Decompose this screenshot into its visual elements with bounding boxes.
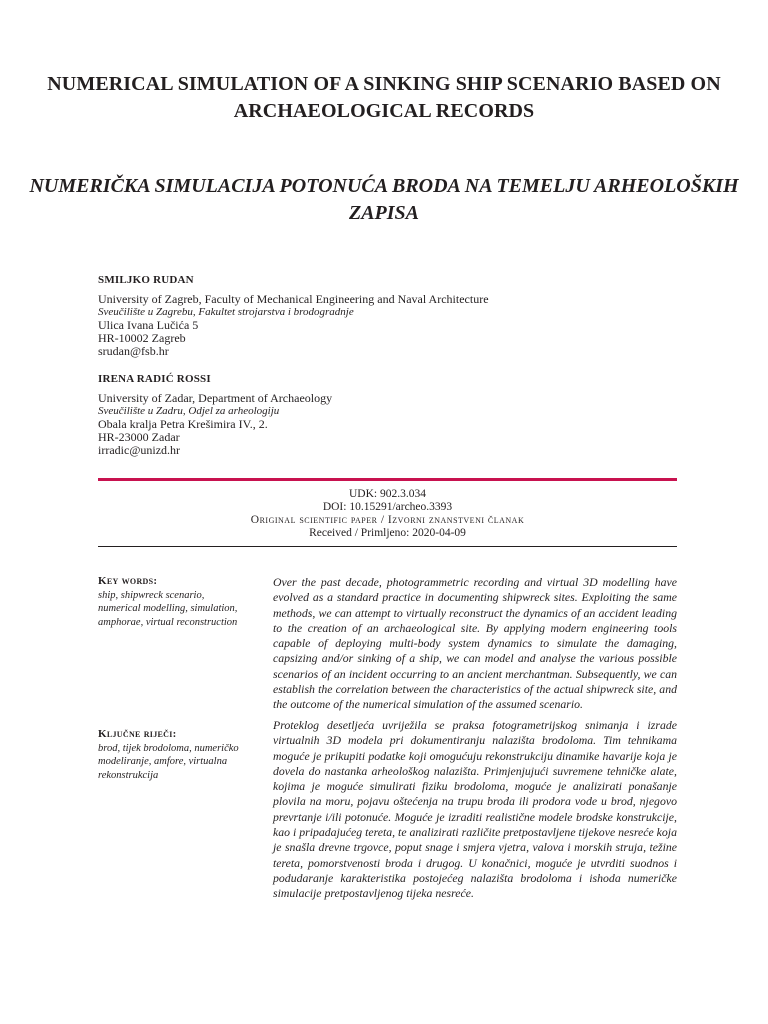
keywords-english <box>98 575 248 629</box>
paper-type: Original scientific paper / Izvorni znanstveni članak <box>250 514 525 526</box>
author-block-2 <box>98 373 718 457</box>
author-name: SMILJKO RUDAN <box>98 274 194 286</box>
divider-red <box>98 478 677 481</box>
author-email[interactable]: srudan@fsb.hr <box>98 344 169 358</box>
keywords-heading: Ključne riječi: <box>98 728 177 740</box>
article-metadata <box>98 488 677 540</box>
abstract-croatian: Proteklog desetljeća uvriježila se praksa fotogrametrijskog snimanja i izrade virtualnih 3D modela pri dokumentiranju nalazišta brodoloma. Tim tehnikama moguće je prikupiti podatke koji omogućuju rekonstrukciju dinamike havarije koja je dovela do nastanka arheološkog nalazišta. Primjenjujući suvremene tehničke alate, kojima je moguće simulirati fiziku brodoloma, moguće je analizirati ponašanje plovila na moru, pojavu oštećenja na trupu broda ili prodora vode u brod, njegovo prevrtanje i/ili potonuće. Moguće je izraditi realistične modele brodske konstrukcije, kao i pripadajućeg tereta, te analizirati različite pretpostavljene tijekove nesreće koja je snašla drevne trgovce, poput snage i smjera vjetra, valova i morskih struja, težine tereta, pomorstvenosti broda i drugog. U konačnici, moguće je utvrditi suodnos i podudaranje karakteristika postojećeg nalazišta brodoloma i ishoda numeričke simulacije pretpostavljenog tijeka nesreće. <box>273 718 677 901</box>
author-affiliation: University of Zagreb, Faculty of Mechanical Engineering and Naval Architecture <box>98 292 489 306</box>
divider-black <box>98 546 677 547</box>
keywords-list: brod, tijek brodoloma, numeričko modeliranje, amfore, virtualna rekonstrukcija <box>98 742 239 781</box>
author-block-1 <box>98 274 718 358</box>
author-affiliation-hr: Sveučilište u Zagrebu, Fakultet strojarstva i brodogradnje <box>98 306 354 318</box>
author-affiliation: University of Zadar, Department of Archaeology <box>98 391 333 405</box>
received-date: Received / Primljeno: 2020-04-09 <box>309 527 466 539</box>
keywords-list: ship, shipwreck scenario, numerical modelling, simulation, amphorae, virtual reconstruction <box>98 589 238 628</box>
title-croatian: NUMERIČKA SIMULACIJA POTONUĆA BRODA NA TEMELJU ARHEOLOŠKIH ZAPISA <box>29 175 739 224</box>
author-name: IRENA RADIĆ ROSSI <box>98 373 211 385</box>
author-email[interactable]: irradic@unizd.hr <box>98 443 181 457</box>
author-address: Ulica Ivana Lučića 5 <box>98 318 199 332</box>
udk: UDK: 902.3.034 <box>349 488 426 500</box>
author-city: HR-23000 Zadar <box>98 430 180 444</box>
title-english: NUMERICAL SIMULATION OF A SINKING SHIP SCENARIO BASED ON ARCHAEOLOGICAL RECORDS <box>47 73 721 122</box>
author-city: HR-10002 Zagreb <box>98 331 186 345</box>
keywords-heading: Key words: <box>98 575 158 587</box>
doi[interactable]: DOI: 10.15291/archeo.3393 <box>322 501 453 513</box>
author-affiliation-hr: Sveučilište u Zadru, Odjel za arheologiju <box>98 405 280 417</box>
author-address: Obala kralja Petra Krešimira IV., 2. <box>98 417 268 431</box>
keywords-croatian <box>98 728 248 782</box>
abstract-english: Over the past decade, photogrammetric recording and virtual 3D modelling have evolved as a standard practice in documenting shipwreck sites. Exploiting the same methods, we can attempt to virtually reconstruct the dynamics of an accident leading to the creation of an archaeological site. By applying modern engineering tools capable of deploying multi-body system dynamics to simulate the damaging, capsizing and/or sinking of a ship, we can model and analyse the various possible scenarios of an incident occurring to an ancient merchantman. Subsequently, we can establish the correlation between the characteristics of the actual shipwreck site, and the outcome of the numerical simulation of the assumed scenario. <box>273 575 677 712</box>
